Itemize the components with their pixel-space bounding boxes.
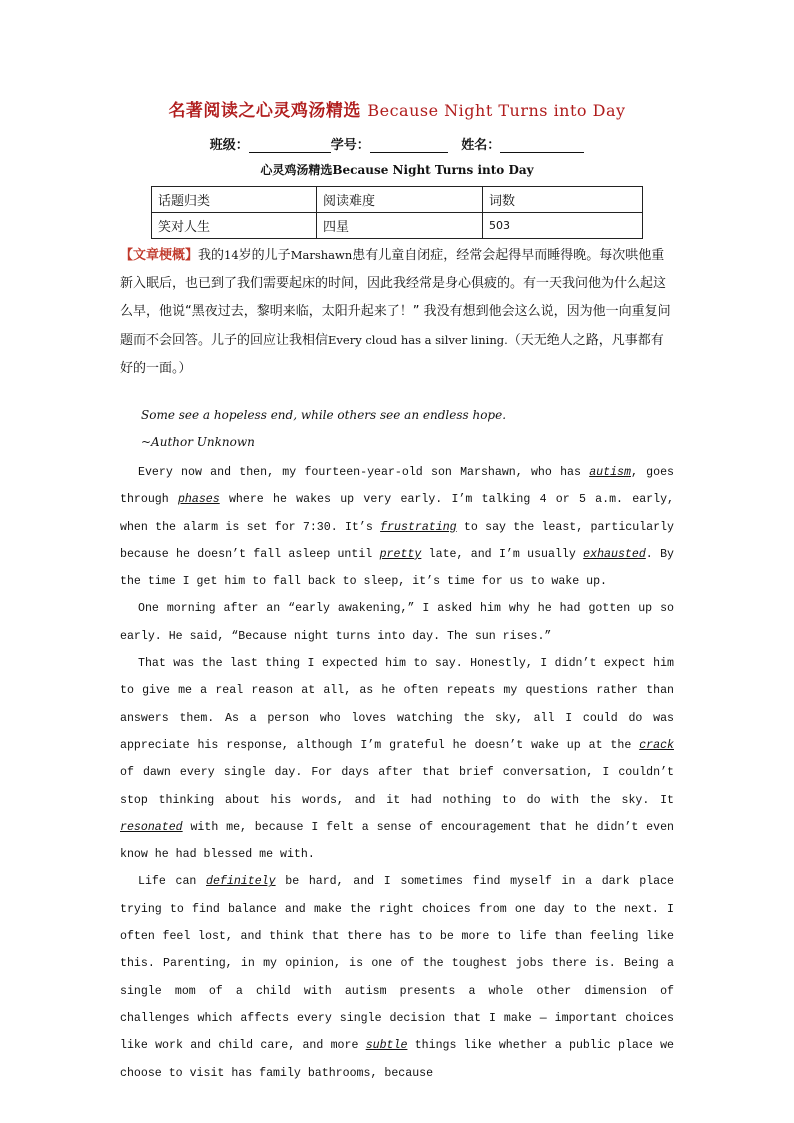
table-cell: 503	[483, 213, 643, 239]
table-row	[152, 213, 643, 239]
summary-text: 岁的儿子	[238, 248, 291, 263]
epigraph-author: ~Author Unknown	[141, 435, 255, 449]
table-row	[152, 187, 643, 213]
summary-text: 我的	[198, 248, 225, 263]
student-info-line	[0, 134, 794, 153]
summary-text: （天无绝人之路，凡事都有好的一面。）	[120, 333, 664, 376]
vocab-word: pretty	[379, 547, 422, 561]
summary-name: Marshawn	[290, 248, 353, 262]
text-run: Life can	[138, 875, 207, 889]
document-title	[0, 96, 794, 121]
text-run: to say the least, particularly because he doesn’t fall asleep until	[120, 520, 674, 561]
text-run: things like whether a public place we choose to visit has family bathrooms, because	[120, 1039, 674, 1080]
table-cell: 阅读难度	[317, 187, 483, 213]
vocab-word: autism	[589, 466, 631, 479]
student-no-blank	[370, 140, 448, 153]
text-run: . By the time I get him to fall back to sleep, it’s time for us to wake up.	[120, 547, 674, 589]
paragraph	[120, 868, 674, 1086]
summary-proverb: Every cloud has a silver lining.	[328, 333, 508, 347]
name-blank	[500, 140, 584, 153]
article-body	[120, 459, 674, 1087]
table-cell: 笑对人生	[152, 213, 317, 239]
table-cell: 四星	[317, 213, 483, 239]
vocab-word: definitely	[206, 875, 276, 889]
title-chinese: 名著阅读之心灵鸡汤精选	[168, 101, 361, 121]
summary-tag: 【文章梗概】	[120, 248, 199, 263]
paragraph: One morning after an “early awakening,” I asked him why he had gotten up so early. He said, “Because night turns into day. The sun rises.”	[120, 602, 674, 643]
summary-text: 患有儿童自闭症，经常会起得早而睡得晚。每次哄他重新入眠后，也已到了我们需要起床的时间，因此我经常是身心俱疲的。有一天我问他为什么起这么早，他说“黑夜过去，黎明来临，太阳升起来了！” 我没有想到他会这么说，因为他一向重复问题而不会回答。儿子的回应让我相信	[120, 248, 671, 348]
class-label: 班级：	[209, 138, 249, 153]
text-run: That was the last thing I expected him to say. Honestly, I didn’t expect him to give me a real reason at all, as he often repeats my questions rather than answers them. As a person who loves watching the sky, all I could do was appreciate his response, although I’m grateful he doesn’t wake up at the	[120, 657, 674, 752]
vocab-word: resonated	[120, 820, 183, 834]
name-label: 姓名：	[461, 138, 501, 153]
title-english: Because Night Turns into Day	[367, 101, 626, 120]
paragraph	[120, 459, 674, 595]
vocab-word: crack	[639, 738, 674, 752]
vocab-word: subtle	[365, 1039, 408, 1053]
article-summary	[120, 241, 676, 383]
subtitle: 心灵鸡汤精选Because Night Turns into Day	[260, 163, 534, 177]
epigraph-quote: Some see a hopeless end, while others see an endless hope.	[141, 408, 507, 422]
vocab-word: frustrating	[380, 520, 457, 534]
summary-age: 14	[224, 248, 239, 262]
text-run: late, and I’m usually	[421, 547, 584, 561]
text-run: of dawn every single day. For days after that brief conversation, I couldn’t stop thinking about his words, and it had nothing to do with the sky. It	[120, 766, 674, 807]
text-run: where he wakes up very early. I’m talking 4 or 5 a.m. early, when the alarm is set for 7:30. It’s	[120, 493, 674, 534]
student-no-label: 学号：	[330, 138, 370, 153]
text-run: Every now and then, my fourteen-year-old son Marshawn, who has	[138, 466, 590, 479]
text-run: be hard, and I sometimes find myself in a dark place trying to find balance and make the right choices from one day to the next. I often feel lost, and think that there has to be more to life than feeling like this. Parenting, in my opinion, is one of the toughest jobs there is. Being a single mom of a child with autism presents a whole other dimension of challenges which affects every single decision that I make — important choices like work and child care, and more	[120, 875, 674, 1053]
class-blank	[249, 140, 331, 153]
paragraph	[120, 650, 674, 868]
vocab-word: exhausted	[583, 547, 646, 561]
text-run: , goes through	[120, 466, 674, 507]
table-cell: 话题归类	[152, 187, 317, 213]
info-table	[151, 186, 643, 239]
table-cell: 词数	[483, 187, 643, 213]
text-run: with me, because I felt a sense of encouragement that he didn’t even know he had blessed me with.	[120, 820, 674, 862]
vocab-word: phases	[177, 493, 220, 507]
